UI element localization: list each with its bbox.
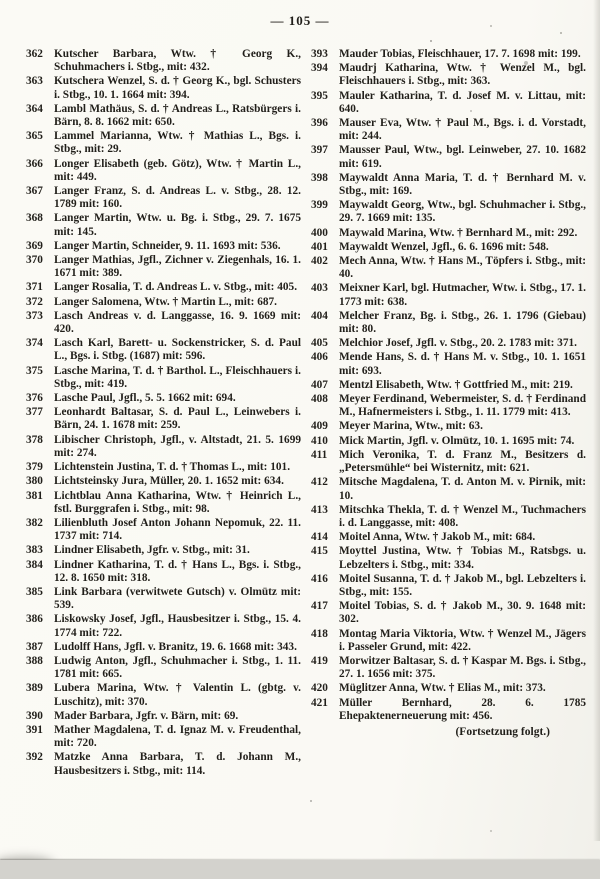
entry-number: 363 <box>26 75 43 88</box>
entry-number: 389 <box>26 682 43 695</box>
entry-text: Langer Franz, S. d. Andreas L. v. Stbg., 28. 12. 1789 mit: 160. <box>54 185 301 211</box>
entry-number: 387 <box>26 640 43 653</box>
entry-text: Leonhardt Baltasar, S. d. Paul L., Leinwebers i. Bärn, 24. 1. 1678 mit: 259. <box>54 406 301 432</box>
register-entry <box>311 697 586 723</box>
entry-number: 409 <box>311 420 328 433</box>
entry-number: 384 <box>26 558 43 571</box>
entry-number: 366 <box>26 157 43 170</box>
register-entry <box>26 517 301 543</box>
entry-number: 418 <box>311 627 328 640</box>
entry-text: Langer Martin, Schneider, 9. 11. 1693 mit: 536. <box>54 239 281 252</box>
entry-number: 411 <box>311 448 328 461</box>
entry-number: 393 <box>311 48 328 60</box>
entry-text: Müglitzer Anna, Wtw. † Elias M., mit: 373. <box>339 682 546 695</box>
register-entry <box>311 241 586 254</box>
entry-text: Mick Martin, Jgfl. v. Olmütz, 10. 1. 1695 mit: 74. <box>339 434 575 447</box>
register-entry <box>311 282 586 308</box>
entry-number: 410 <box>311 434 328 447</box>
entry-text: Matzke Anna Barbara, T. d. Johann M., Hausbesitzers i. Stbg., mit: 114. <box>54 751 301 777</box>
entry-text: Mitsche Magdalena, T. d. Anton M. v. Pirnik, mit: 10. <box>339 476 586 502</box>
scanner-bed-strip <box>0 860 600 879</box>
entry-number: 421 <box>311 696 328 709</box>
entry-number: 420 <box>311 682 328 695</box>
entry-text: Lilienbluth Josef Anton Johann Nepomuk, 22. 11. 1737 mit: 714. <box>54 516 301 543</box>
entry-text: Morwitzer Baltasar, S. d. † Kaspar M. Bgs. i. Stbg., 27. 1. 1656 mit: 375. <box>339 654 586 681</box>
entry-text: Lichtenstein Justina, T. d. † Thomas L., mit: 101. <box>54 461 291 474</box>
entry-text: Liskowsky Josef, Jgfl., Hausbesitzer i. Stbg., 15. 4. 1774 mit: 722. <box>54 613 301 639</box>
register-entry <box>26 281 301 294</box>
entry-text: Mauder Tobias, Fleischhauer, 17. 7. 1698 mit: 199. <box>339 48 581 60</box>
register-entry <box>26 724 301 750</box>
entry-text: Langer Mathias, Jgfl., Zichner v. Ziegenhals, 16. 1. 1671 mit: 389. <box>54 254 301 280</box>
entry-text: Mausser Paul, Wtw., bgl. Leinweber, 27. 10. 1682 mit: 619. <box>339 144 586 170</box>
entry-text: Mather Magdalena, T. d. Ignaz M. v. Freudenthal, mit: 720. <box>54 723 301 750</box>
entry-number: 380 <box>26 475 43 488</box>
entry-text: Meixner Karl, bgl. Hutmacher, Wtw. i. Stbg., 17. 1. 1773 mit: 638. <box>339 282 586 308</box>
register-entry <box>26 641 301 654</box>
entry-number: 383 <box>26 544 43 557</box>
entry-number: 392 <box>26 751 43 764</box>
entry-text: Lammel Marianna, Wtw. † Mathias L., Bgs. i. Stbg., mit: 29. <box>54 130 301 156</box>
register-entry <box>26 434 301 460</box>
entry-number: 379 <box>26 461 43 474</box>
register-entry <box>311 655 586 681</box>
entry-number: 412 <box>311 476 328 489</box>
register-entry <box>311 90 586 116</box>
entry-number: 368 <box>26 212 43 225</box>
register-entry <box>26 710 301 723</box>
register-entry <box>26 655 301 681</box>
register-entry <box>26 613 301 639</box>
entry-number: 414 <box>311 531 328 544</box>
entry-number: 364 <box>26 102 43 115</box>
entry-text: Link Barbara (verwitwete Gutsch) v. Olmütz mit: 539. <box>54 585 301 612</box>
entry-number: 381 <box>26 489 43 502</box>
entry-number: 403 <box>311 282 328 295</box>
entry-number: 388 <box>26 654 43 667</box>
entry-text: Meyer Marina, Wtw., mit: 63. <box>339 420 483 433</box>
register-entry <box>311 144 586 170</box>
entry-number: 362 <box>26 48 43 60</box>
register-entry <box>311 62 586 88</box>
entry-number: 404 <box>311 309 328 322</box>
entry-number: 419 <box>311 654 328 667</box>
register-entry <box>311 435 586 448</box>
register-entry <box>311 379 586 392</box>
register-entry <box>26 130 301 156</box>
scan-noise-specks <box>430 40 432 42</box>
entry-text: Libischer Christoph, Jgfl., v. Altstadt, 21. 5. 1699 mit: 274. <box>54 433 301 459</box>
entry-text: Mende Hans, S. d. † Hans M. v. Stbg., 10. 1. 1651 mit: 693. <box>339 351 586 377</box>
register-entry <box>311 172 586 198</box>
register-entry <box>311 199 586 225</box>
register-entry <box>26 103 301 129</box>
entry-text: Lubera Marina, Wtw. † Valentin L. (gbtg. v. Luschitz), mit: 370. <box>54 682 301 708</box>
entry-text: Melcher Franz, Bg. i. Stbg., 26. 1. 1796 (Giebau) mit: 80. <box>339 309 586 336</box>
register-entry <box>26 310 301 336</box>
entry-text: Langer Salomena, Wtw. † Martin L., mit: 687. <box>54 295 278 308</box>
entry-text: Mech Anna, Wtw. † Hans M., Töpfers i. Stbg., mit: 40. <box>339 255 586 281</box>
entry-text: Mitschka Thekla, T. d. † Wenzel M., Tuchmachers i. d. Langgasse, mit: 408. <box>339 503 586 529</box>
entry-text: Lindner Katharina, T. d. † Hans L., Bgs. i. Stbg., 12. 8. 1650 mit: 318. <box>54 558 301 584</box>
entry-text: Langer Martin, Wtw. u. Bg. i. Stbg., 29. 7. 1675 mit: 145. <box>54 212 301 238</box>
register-entry <box>311 117 586 143</box>
entry-text: Kutscher Barbara, Wtw. † Georg K., Schuhmachers i. Stbg., mit: 432. <box>54 48 301 74</box>
entry-number: 407 <box>311 378 328 391</box>
entry-number: 371 <box>26 281 43 294</box>
entry-number: 365 <box>26 130 43 143</box>
entry-text: Moitel Tobias, S. d. † Jakob M., 30. 9. 1648 mit: 302. <box>339 600 586 626</box>
entry-number: 399 <box>311 199 328 212</box>
entry-number: 369 <box>26 239 43 252</box>
entry-number: 372 <box>26 295 43 308</box>
left-column <box>26 48 301 856</box>
entry-number: 406 <box>311 351 328 364</box>
register-entry <box>311 227 586 240</box>
register-entry <box>26 212 301 238</box>
entry-number: 378 <box>26 433 43 446</box>
entry-text: Mauser Eva, Wtw. † Paul M., Bgs. i. d. Vorstadt, mit: 244. <box>339 117 586 143</box>
entry-number: 385 <box>26 585 43 598</box>
entry-number: 416 <box>311 572 328 585</box>
register-entry <box>311 48 586 61</box>
entry-text: Lasch Karl, Barett- u. Sockenstricker, S. d. Paul L., Bgs. i. Stbg. (1687) mit: 596. <box>54 337 301 363</box>
page-right-edge-shadow <box>593 0 600 841</box>
entry-text: Montag Maria Viktoria, Wtw. † Wenzel M., Jägers i. Passeler Grund, mit: 422. <box>339 627 586 653</box>
register-columns <box>26 48 586 856</box>
register-entry <box>26 544 301 557</box>
register-entry <box>311 351 586 377</box>
register-entry <box>26 490 301 516</box>
register-entry <box>311 337 586 350</box>
page-number: — 105 — <box>270 13 330 28</box>
register-entry <box>26 406 301 432</box>
entry-number: 408 <box>311 393 328 406</box>
entry-number: 375 <box>26 364 43 377</box>
entry-text: Kutschera Wenzel, S. d. † Georg K., bgl. Schusters i. Stbg., 10. 1. 1664 mit: 394. <box>54 75 301 101</box>
entry-number: 398 <box>311 171 328 184</box>
register-entry <box>26 240 301 253</box>
entry-text: Melchior Josef, Jgfl. v. Stbg., 20. 2. 1783 mit: 371. <box>339 337 577 350</box>
register-entry <box>311 600 586 626</box>
entry-text: Lasch Andreas v. d. Langgasse, 16. 9. 1669 mit: 420. <box>54 309 301 336</box>
entry-number: 382 <box>26 516 43 529</box>
entry-text: Maywaldt Georg, Wtw., bgl. Schuhmacher i. Stbg., 29. 7. 1669 mit: 135. <box>339 199 586 225</box>
entry-text: Meyer Ferdinand, Webermeister, S. d. † Ferdinand M., Hafnermeisters i. Stbg., 1. 11. 1779 mit: 413. <box>339 393 586 419</box>
entry-number: 405 <box>311 337 328 350</box>
entry-number: 376 <box>26 392 43 405</box>
entry-number: 401 <box>311 240 328 253</box>
register-entry <box>26 254 301 280</box>
entry-number: 377 <box>26 406 43 419</box>
register-entry <box>311 545 586 571</box>
entry-text: Mentzl Elisabeth, Wtw. † Gottfried M., mit: 219. <box>339 378 573 391</box>
register-entry <box>26 48 301 74</box>
register-entry <box>26 158 301 184</box>
right-column-entries <box>311 48 586 723</box>
entry-number: 415 <box>311 545 328 558</box>
entry-number: 396 <box>311 117 328 130</box>
register-entry <box>311 504 586 530</box>
entry-text: Lichtsteinsky Jura, Müller, 20. 1. 1652 mit: 634. <box>54 475 284 488</box>
register-entry <box>311 420 586 433</box>
entry-number: 391 <box>26 723 43 736</box>
register-entry <box>26 682 301 708</box>
register-entry <box>311 573 586 599</box>
entry-text: Ludwig Anton, Jgfl., Schuhmacher i. Stbg., 1. 11. 1781 mit: 665. <box>54 654 301 681</box>
register-entry <box>26 337 301 363</box>
entry-text: Müller Bernhard, 28. 6. 1785 Ehepaktenerneuerung mit: 456. <box>339 696 586 722</box>
entry-number: 367 <box>26 185 43 198</box>
entry-text: Longer Elisabeth (geb. Götz), Wtw. † Martin L., mit: 449. <box>54 157 301 183</box>
register-entry <box>311 682 586 695</box>
entry-number: 386 <box>26 613 43 626</box>
register-entry <box>311 255 586 281</box>
right-column <box>311 48 586 856</box>
entry-number: 374 <box>26 337 43 350</box>
register-entry <box>26 475 301 488</box>
entry-text: Moyttel Justina, Wtw. † Tobias M., Ratsbgs. u. Lebzelters i. Stbg., mit: 334. <box>339 545 586 571</box>
entry-number: 413 <box>311 503 328 516</box>
entry-text: Moitel Anna, Wtw. † Jakob M., mit: 684. <box>339 531 536 544</box>
entry-number: 394 <box>311 62 328 75</box>
entry-number: 400 <box>311 226 328 239</box>
entry-text: Lambl Mathäus, S. d. † Andreas L., Ratsbürgers i. Bärn, 8. 8. 1662 mit: 650. <box>54 102 301 129</box>
entry-text: Langer Rosalia, T. d. Andreas L. v. Stbg., mit: 405. <box>54 281 298 294</box>
register-entry <box>26 75 301 101</box>
entry-number: 370 <box>26 254 43 267</box>
register-entry <box>26 586 301 612</box>
entry-text: Ludolff Hans, Jgfl. v. Branitz, 19. 6. 1668 mit: 343. <box>54 640 297 653</box>
register-entry <box>26 461 301 474</box>
entry-text: Mich Veronika, T. d. Franz M., Besitzers d. „Petersmühle“ bei Wisternitz, mit: 621. <box>339 448 586 475</box>
entry-number: 390 <box>26 709 43 722</box>
continuation-note: (Fortsetzung folgt.) <box>455 725 550 738</box>
register-entry <box>26 296 301 309</box>
register-entry <box>26 559 301 585</box>
entry-text: Mader Barbara, Jgfr. v. Bärn, mit: 69. <box>54 709 239 722</box>
entry-text: Mauler Katharina, T. d. Josef M. v. Littau, mit: 640. <box>339 89 586 115</box>
entry-text: Moitel Susanna, T. d. † Jakob M., bgl. Lebzelters i. Stbg., mit: 155. <box>339 572 586 598</box>
entry-text: Lindner Elisabeth, Jgfr. v. Stbg., mit: 31. <box>54 544 250 557</box>
register-entry <box>311 628 586 654</box>
entry-number: 397 <box>311 144 328 157</box>
register-entry <box>26 392 301 405</box>
entry-number: 395 <box>311 89 328 102</box>
entry-number: 417 <box>311 600 328 613</box>
entry-text: Lasche Marina, T. d. † Barthol. L., Fleischhauers i. Stbg., mit: 419. <box>54 364 301 390</box>
register-entry <box>311 393 586 419</box>
register-entry <box>26 751 301 777</box>
entry-text: Maywaldt Anna Maria, T. d. † Bernhard M. v. Stbg., mit: 169. <box>339 171 586 198</box>
register-entry <box>26 185 301 211</box>
entry-text: Maudrj Katharina, Wtw. † Wenzel M., bgl. Fleischhauers i. Stbg., mit: 363. <box>339 62 586 88</box>
register-entry <box>311 449 586 475</box>
register-entry <box>311 476 586 502</box>
entry-number: 402 <box>311 255 328 268</box>
register-entry <box>311 310 586 336</box>
entry-text: Lasche Paul, Jgfl., 5. 5. 1662 mit: 694. <box>54 392 236 405</box>
entry-number: 373 <box>26 309 43 322</box>
entry-text: Maywaldt Wenzel, Jgfl., 6. 6. 1696 mit: 548. <box>339 240 549 253</box>
entry-text: Lichtblau Anna Katharina, Wtw. † Heinrich L., fstl. Burggrafen i. Stbg., mit: 98. <box>54 489 301 515</box>
register-entry <box>26 365 301 391</box>
register-entry <box>311 531 586 544</box>
entry-text: Maywald Marina, Wtw. † Bernhard M., mit: 292. <box>339 226 578 239</box>
